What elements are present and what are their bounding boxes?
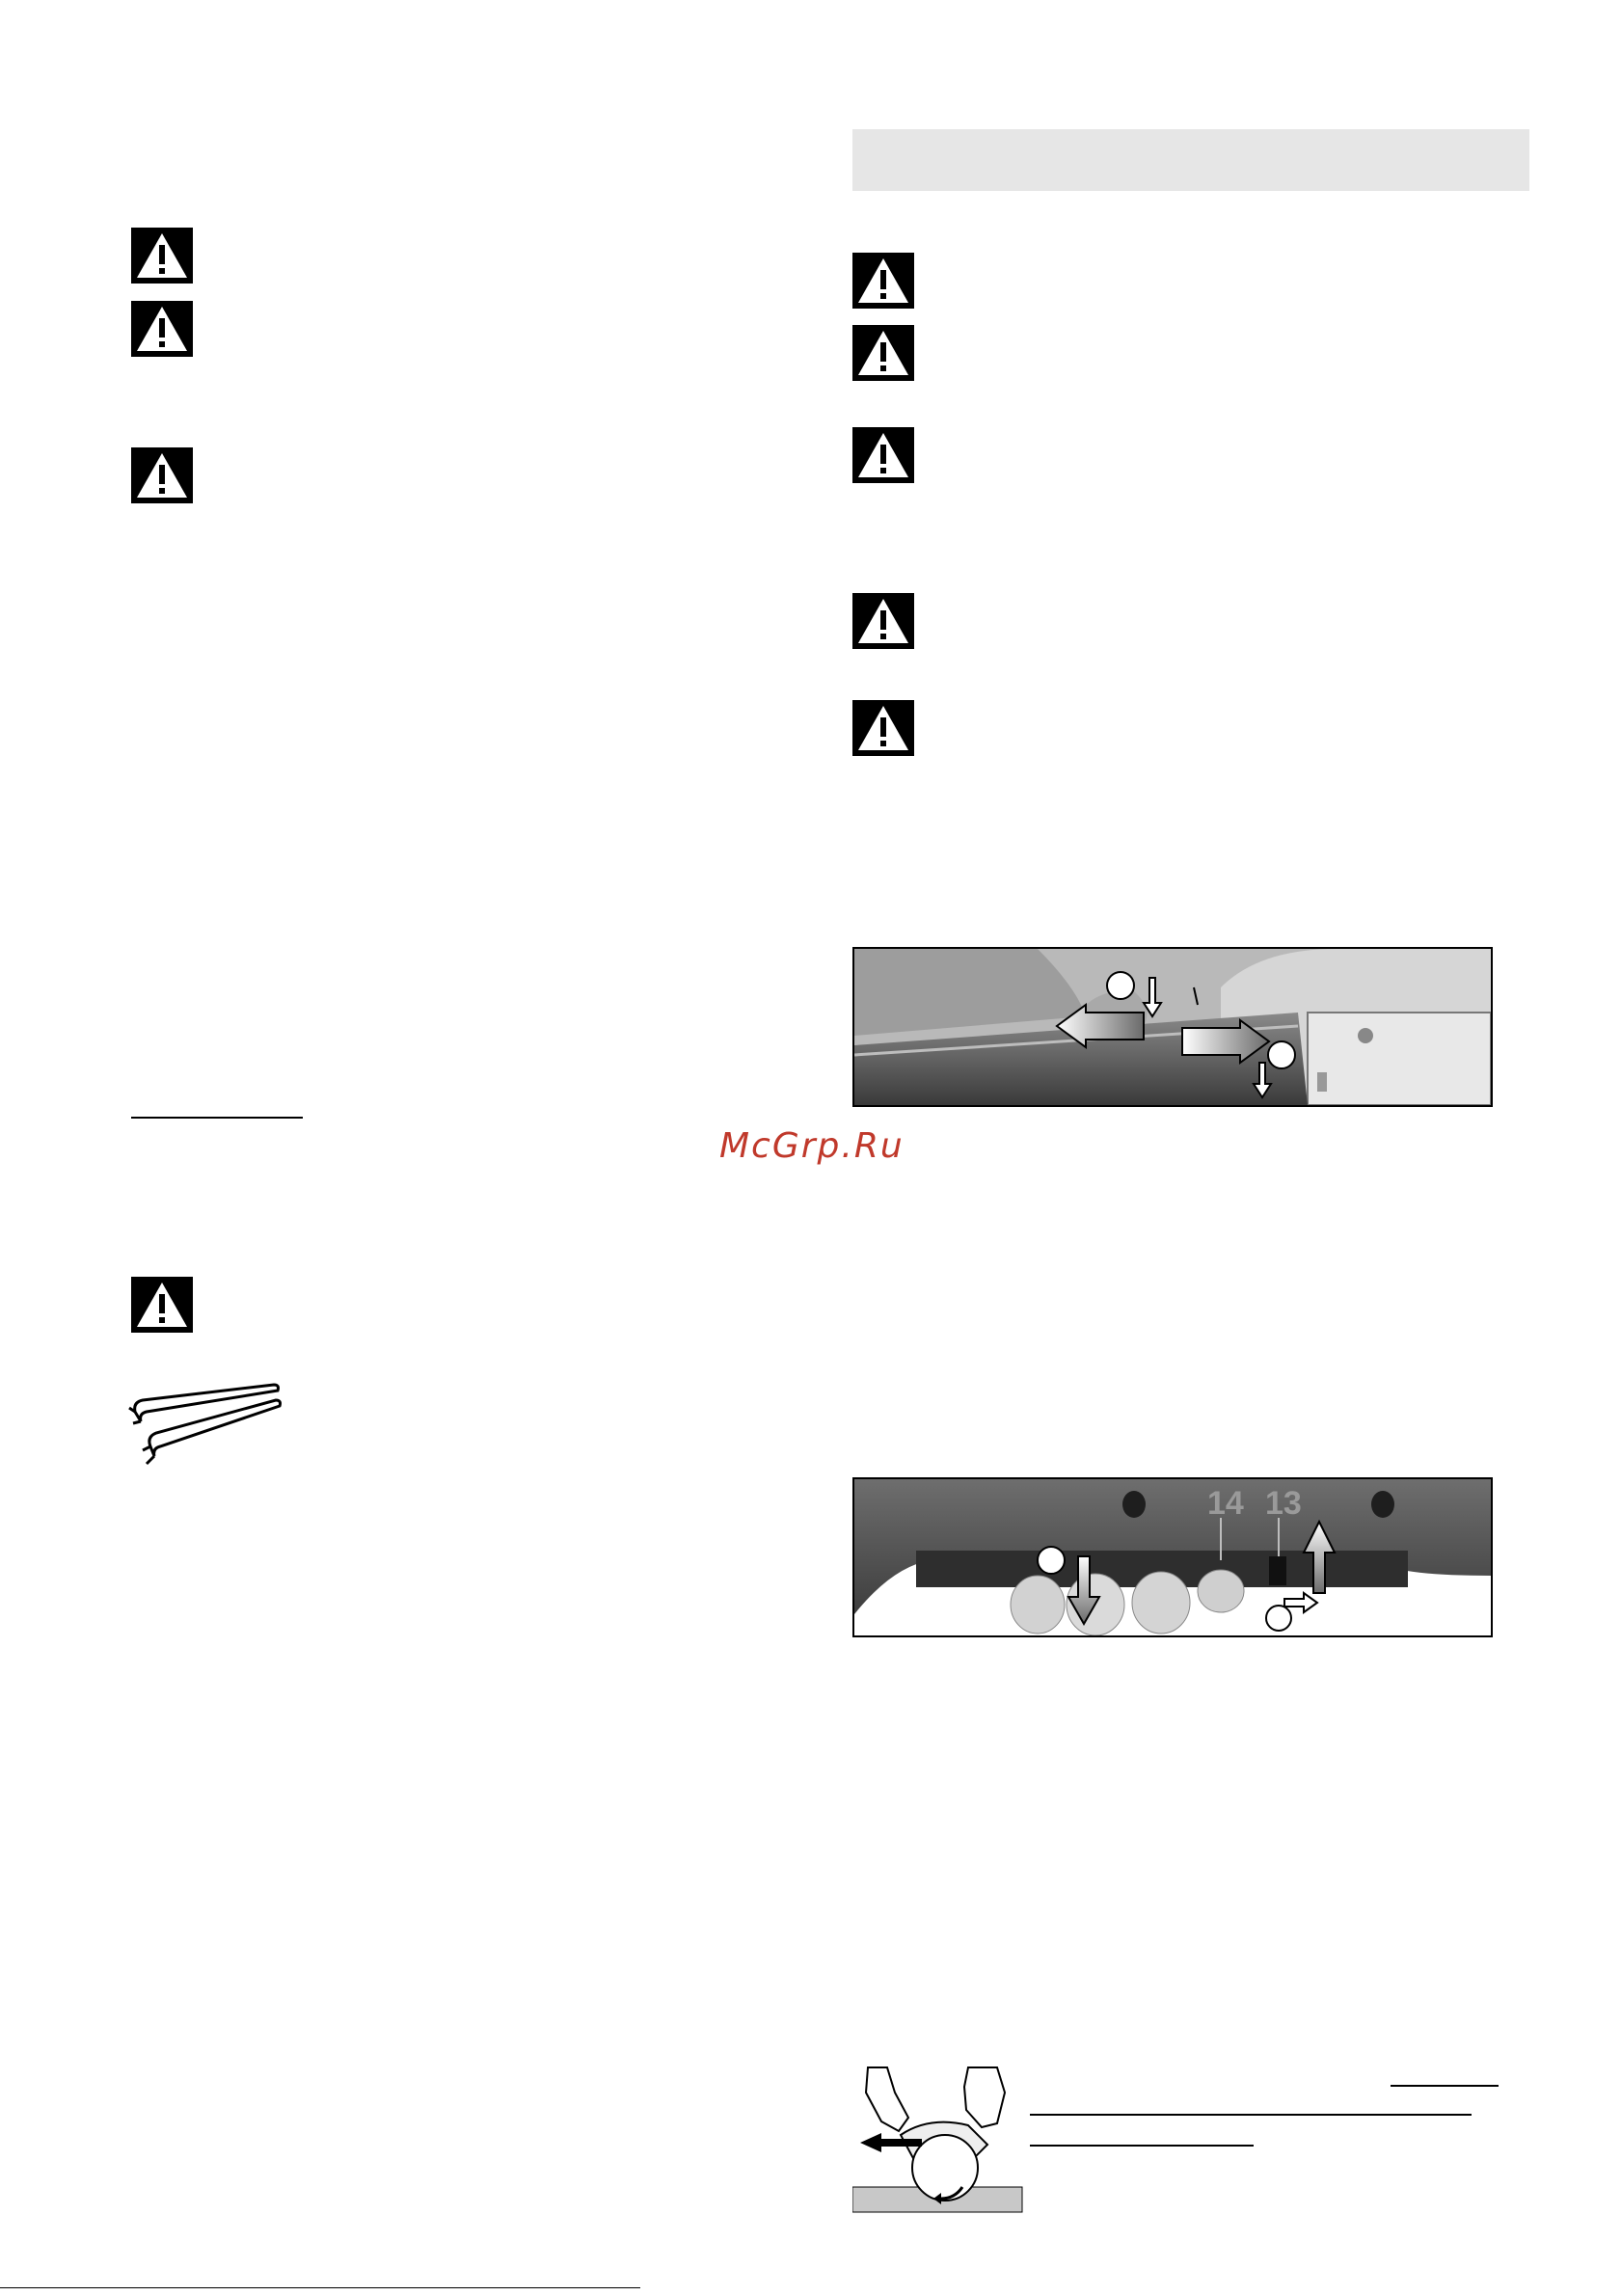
callout-circle [1038, 1547, 1065, 1574]
pin-spanner-icon [125, 1379, 289, 1472]
warning-icon [131, 1277, 193, 1333]
underline-rule [1030, 2145, 1254, 2147]
warning-icon [852, 427, 914, 483]
callout-circle [1107, 972, 1134, 999]
warning-icon [131, 228, 193, 284]
underline-rule [1391, 2085, 1499, 2087]
figure-handle-lock-photo [852, 947, 1493, 1107]
warning-icon [852, 700, 914, 756]
page-footer-rule [0, 2287, 640, 2288]
part-label-13: 13 [1265, 1485, 1302, 1522]
warning-icon [131, 447, 193, 503]
watermark: McGrp.Ru [719, 1126, 905, 1166]
arrow-left-icon [879, 2139, 922, 2147]
figure-cutting-direction [852, 2064, 1026, 2218]
underline-rule [1030, 2114, 1472, 2116]
figure-rear-handle-photo [852, 1477, 1493, 1637]
callout-circle [1268, 1041, 1295, 1068]
callout-circle [1266, 1606, 1291, 1631]
warning-icon [852, 253, 914, 309]
warning-icon [852, 593, 914, 649]
warning-icon [131, 301, 193, 357]
warning-icon [852, 325, 914, 381]
footnote-rule [131, 1117, 303, 1119]
section-header-bar [852, 129, 1529, 191]
part-label-14: 14 [1207, 1485, 1244, 1522]
